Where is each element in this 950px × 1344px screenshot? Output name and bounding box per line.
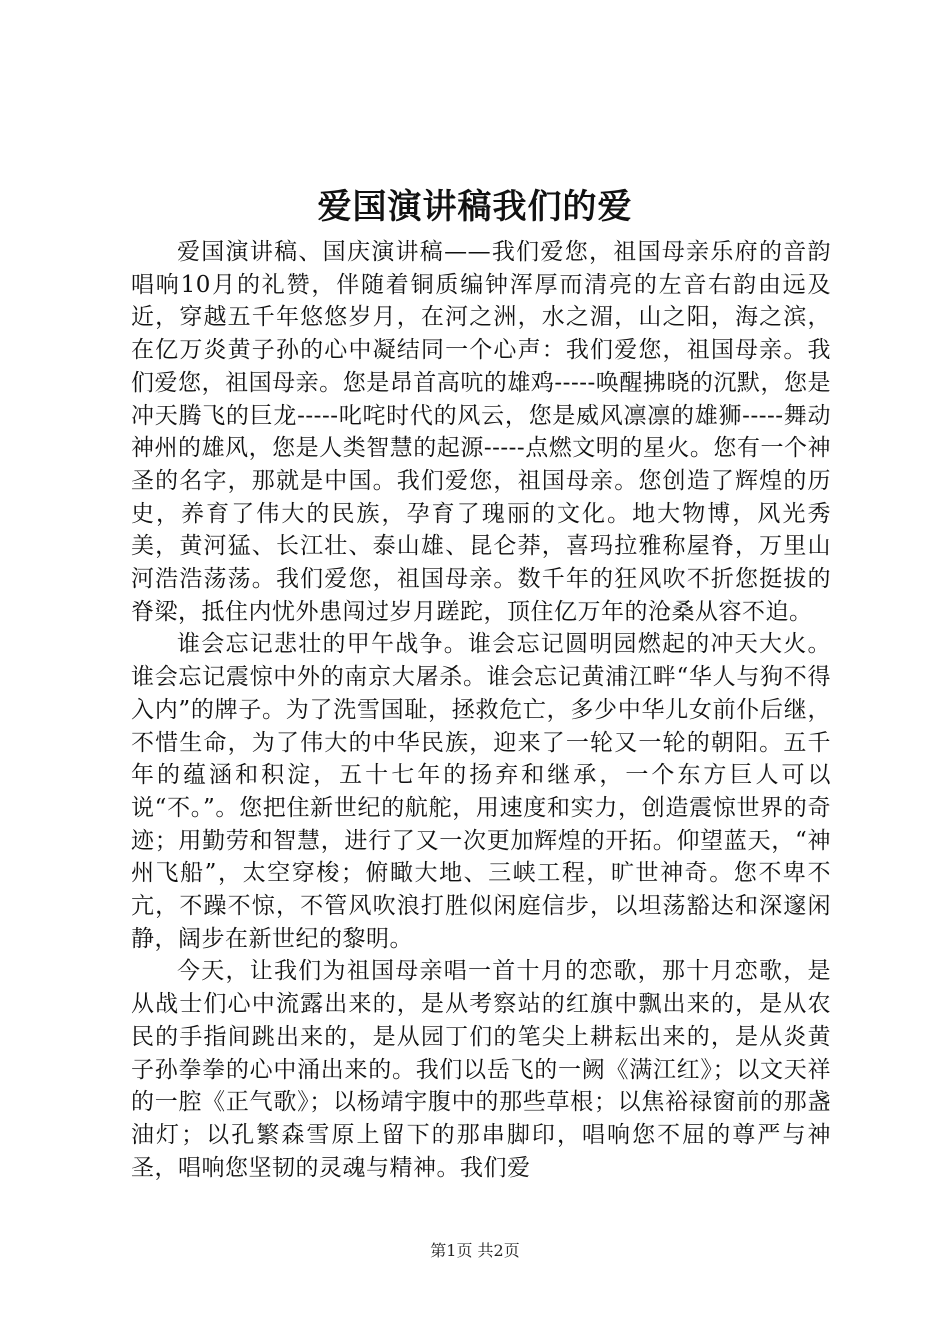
page-footer: 第1页 共2页 (430, 1241, 520, 1260)
document-title: 爱国演讲稿我们的爱 (317, 187, 633, 227)
paragraph-1: 爱国演讲稿、国庆演讲稿——我们爱您，祖国母亲乐府的音韵唱响10月的礼赞，伴随着铜质编钟浑厚而清亮的左音右韵由远及近，穿越五千年悠悠岁月，在河之洲，水之湄，山之阳，海之滨，在亿万炎黄子孙的心中凝结同一个心声：我们爱您，祖国母亲。我们爱您，祖国母亲。您是昂首高吭的雄鸡-----唤醒拂晓的沉默，您是冲天腾飞的巨龙-----叱咤时代的风云，您是威风凛凛的雄狮-----舞动神州的雄风，您是人类智慧的起源-----点燃文明的星火。您有一个神圣的名字，那就是中国。我们爱您，祖国母亲。您创造了辉煌的历史，养育了伟大的民族，孕育了瑰丽的文化。地大物博，风光秀美，黄河猛、长江壮、泰山雄、昆仑莽，喜玛拉雅称屋脊，万里山河浩浩荡荡。我们爱您，祖国母亲。数千年的狂风吹不折您挺拔的脊梁，抵住内忧外患闯过岁月蹉跎，顶住亿万年的沧桑从容不迫。 (131, 239, 831, 625)
paragraph-2: 谁会忘记悲壮的甲午战争。谁会忘记圆明园燃起的冲天大火。谁会忘记震惊中外的南京大屠杀。谁会忘记黄浦江畔“华人与狗不得入内”的牌子。为了洗雪国耻，拯救危亡，多少中华儿女前仆后继，不惜生命，为了伟大的中华民族，迎来了一轮又一轮的朝阳。五千年的蕴涵和积淀，五十七年的扬弃和继承，一个东方巨人可以说“不。”。您把住新世纪的航舵，用速度和实力，创造震惊世界的奇迹；用勤劳和智慧，进行了又一次更加辉煌的开拓。仰望蓝天，“神州飞船”，太空穿梭；俯瞰大地、三峡工程，旷世神奇。您不卑不亢，不躁不惊，不管风吹浪打胜似闲庭信步，以坦荡豁达和深邃闲静，阔步在新世纪的黎明。 (131, 631, 831, 952)
paragraph-3: 今天，让我们为祖国母亲唱一首十月的恋歌，那十月恋歌，是从战士们心中流露出来的，是从考察站的红旗中飘出来的，是从农民的手指间跳出来的，是从园丁们的笔尖上耕耘出来的，是从炎黄子孙拳拳的心中涌出来的。我们以岳飞的一阙《满江红》；以文天祥的一腔《正气歌》；以杨靖宇腹中的那些草根；以焦裕禄窗前的那盏油灯；以孔繁森雪原上留下的那串脚印，唱响您不屈的尊严与神圣，唱响您坚韧的灵魂与精神。我们爱 (131, 958, 831, 1181)
document-body (131, 236, 831, 1184)
